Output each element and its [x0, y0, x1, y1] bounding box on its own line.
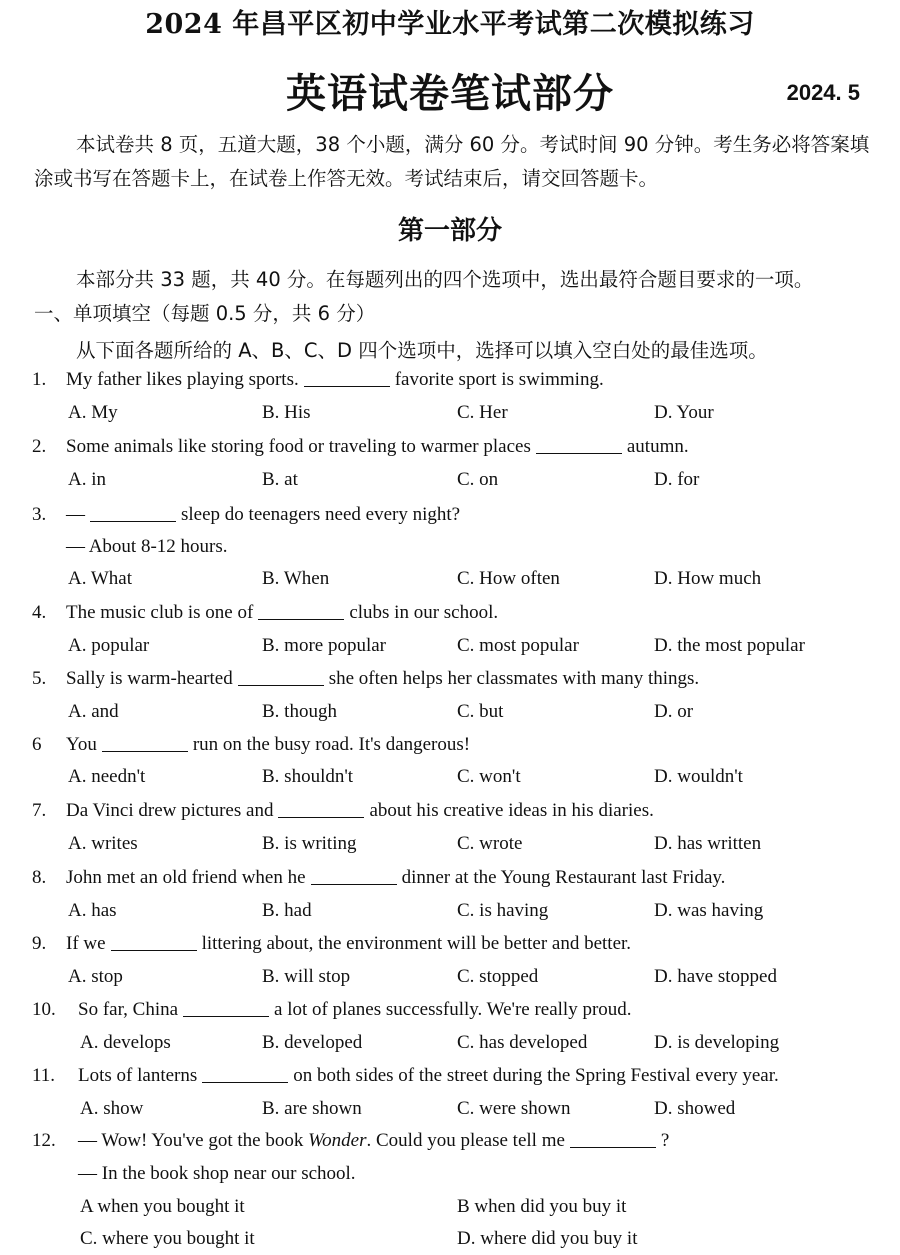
question-text: a lot of planes successfully. We're really proud.	[274, 999, 632, 1020]
question-9-stem	[32, 933, 631, 955]
option-a: A. in	[68, 469, 106, 490]
question-text: My father likes playing sports.	[66, 369, 299, 390]
answer-blank	[311, 884, 397, 885]
part-one-title: 第一部分	[397, 216, 502, 246]
option-d: D. was having	[654, 900, 764, 921]
exam-title: 2024 年昌平区初中学业水平考试第二次模拟练习	[145, 9, 755, 40]
question-text: dinner at the Young Restaurant last Friday.	[401, 867, 726, 888]
answer-blank	[278, 817, 364, 818]
option-a: A. needn't	[68, 766, 146, 787]
question-10-stem	[32, 999, 632, 1021]
question-3-stem	[32, 504, 460, 526]
question-text: Da Vinci drew pictures and	[66, 800, 274, 821]
question-text: clubs in our school.	[349, 602, 499, 623]
question-number: 6	[32, 734, 42, 755]
option-a: A. My	[68, 402, 118, 423]
option-b: B. had	[262, 900, 312, 921]
option-b: B. shouldn't	[262, 766, 354, 787]
question-text: Sally is warm-hearted	[66, 668, 233, 689]
question-8-stem	[32, 867, 725, 889]
exam-instructions: 本试卷共 8 页，五道大题，38 个小题，满分 60 分。考试时间 90 分钟。考生务必将答案填涂或书写在答题卡上，在试卷上作答无效。考试结束后，请交回答题卡。	[34, 133, 870, 190]
question-text: she often helps her classmates with many things.	[328, 668, 700, 689]
option-d: D. How much	[654, 568, 762, 589]
question-text: ?	[660, 1130, 670, 1151]
option-b: B. at	[262, 469, 298, 490]
option-b: B. more popular	[262, 635, 387, 656]
option-c: C. where you bought it	[80, 1228, 255, 1249]
option-c: C. Her	[457, 402, 508, 423]
option-c: C. but	[457, 701, 504, 722]
option-b: B. His	[262, 402, 311, 423]
option-d: D. is developing	[654, 1032, 780, 1053]
option-d: D. or	[654, 701, 694, 722]
question-number: 3.	[32, 504, 47, 525]
question-number: 1.	[32, 369, 47, 390]
option-d: D. where did you buy it	[457, 1228, 638, 1249]
option-a: A. popular	[68, 635, 150, 656]
option-c: C. wrote	[457, 833, 523, 854]
book-title: Wonder	[308, 1130, 367, 1151]
answer-blank	[183, 1016, 269, 1017]
question-3-answer-line: — About 8-12 hours.	[66, 536, 228, 557]
question-text: sleep do teenagers need every night?	[181, 504, 461, 525]
question-number: 12.	[32, 1130, 56, 1151]
answer-blank	[570, 1147, 656, 1148]
option-c: C. has developed	[457, 1032, 588, 1053]
question-text: If we	[66, 933, 106, 954]
question-text: Lots of lanterns	[78, 1065, 198, 1086]
answer-blank	[202, 1082, 288, 1083]
part-one-description: 本部分共 33 题，共 40 分。在每题列出的四个选项中，选出最符合题目要求的一项。	[76, 268, 814, 291]
question-text: — Wow! You've got the book	[78, 1130, 304, 1151]
option-c: C. were shown	[457, 1098, 571, 1119]
option-b: B. developed	[262, 1032, 363, 1053]
option-a: A. stop	[68, 966, 123, 987]
question-5-stem	[32, 668, 699, 690]
question-text: about his creative ideas in his diaries.	[369, 800, 654, 821]
answer-blank	[304, 386, 390, 387]
option-a: A. has	[68, 900, 117, 921]
question-text: So far, China	[78, 999, 179, 1020]
question-2-stem	[32, 436, 689, 458]
question-text: run on the busy road. It's dangerous!	[192, 734, 471, 755]
question-1-stem	[32, 369, 604, 391]
option-a: A. and	[68, 701, 119, 722]
question-11-stem	[32, 1065, 779, 1087]
option-b: B. are shown	[262, 1098, 362, 1119]
question-text: on both sides of the street during the Spring Festival every year.	[293, 1065, 779, 1086]
option-b: B. though	[262, 701, 337, 722]
option-a: A when you bought it	[80, 1196, 245, 1217]
answer-blank	[258, 619, 344, 620]
question-text: You	[66, 734, 97, 755]
option-a: A. show	[80, 1098, 144, 1119]
option-a: A. writes	[68, 833, 138, 854]
answer-blank	[111, 950, 197, 951]
answer-blank	[102, 751, 188, 752]
paper-title: 英语试卷笔试部分	[286, 71, 614, 117]
option-c: C. most popular	[457, 635, 579, 656]
question-number: 5.	[32, 668, 47, 689]
option-b: B. will stop	[262, 966, 351, 987]
option-d: D. have stopped	[654, 966, 777, 987]
question-12-stem	[32, 1130, 669, 1152]
option-b: B. is writing	[262, 833, 357, 854]
question-text: favorite sport is swimming.	[394, 369, 604, 390]
option-a: A. develops	[80, 1032, 171, 1053]
question-text: John met an old friend when he	[66, 867, 306, 888]
question-number: 7.	[32, 800, 47, 821]
question-text: . Could you please tell me	[366, 1130, 565, 1151]
option-d: D. for	[654, 469, 700, 490]
option-b: B. When	[262, 568, 330, 589]
answer-blank	[536, 453, 622, 454]
option-d: D. the most popular	[654, 635, 805, 656]
answer-blank	[238, 685, 324, 686]
option-c: C. on	[457, 469, 499, 490]
option-a: A. What	[68, 568, 133, 589]
option-d: D. showed	[654, 1098, 736, 1119]
section-instruction: 从下面各题所给的 A、B、C、D 四个选项中，选择可以填入空白处的最佳选项。	[76, 339, 768, 362]
question-text: —	[66, 504, 85, 525]
question-number: 2.	[32, 436, 47, 457]
option-d: D. has written	[654, 833, 762, 854]
option-c: C. How often	[457, 568, 560, 589]
question-text: Some animals like storing food or traveling to warmer places	[66, 436, 531, 457]
question-number: 11.	[32, 1065, 56, 1086]
question-text: littering about, the environment will be better and better.	[201, 933, 632, 954]
question-number: 10.	[32, 999, 56, 1020]
question-number: 4.	[32, 602, 47, 623]
question-4-stem	[32, 602, 498, 624]
question-number: 8.	[32, 867, 47, 888]
option-c: C. stopped	[457, 966, 539, 987]
section-heading: 一、单项填空（每题 0.5 分，共 6 分）	[34, 302, 376, 325]
question-text: The music club is one of	[66, 602, 254, 623]
question-7-stem	[32, 800, 654, 822]
question-12-answer-line: — In the book shop near our school.	[78, 1163, 356, 1184]
option-b: B when did you buy it	[457, 1196, 627, 1217]
option-c: C. is having	[457, 900, 549, 921]
question-6-stem	[32, 734, 470, 756]
question-text: autumn.	[626, 436, 689, 457]
option-c: C. won't	[457, 766, 521, 787]
option-d: D. wouldn't	[654, 766, 743, 787]
answer-blank	[90, 521, 176, 522]
exam-date: 2024. 5	[786, 80, 860, 105]
question-number: 9.	[32, 933, 47, 954]
option-d: D. Your	[654, 402, 714, 423]
